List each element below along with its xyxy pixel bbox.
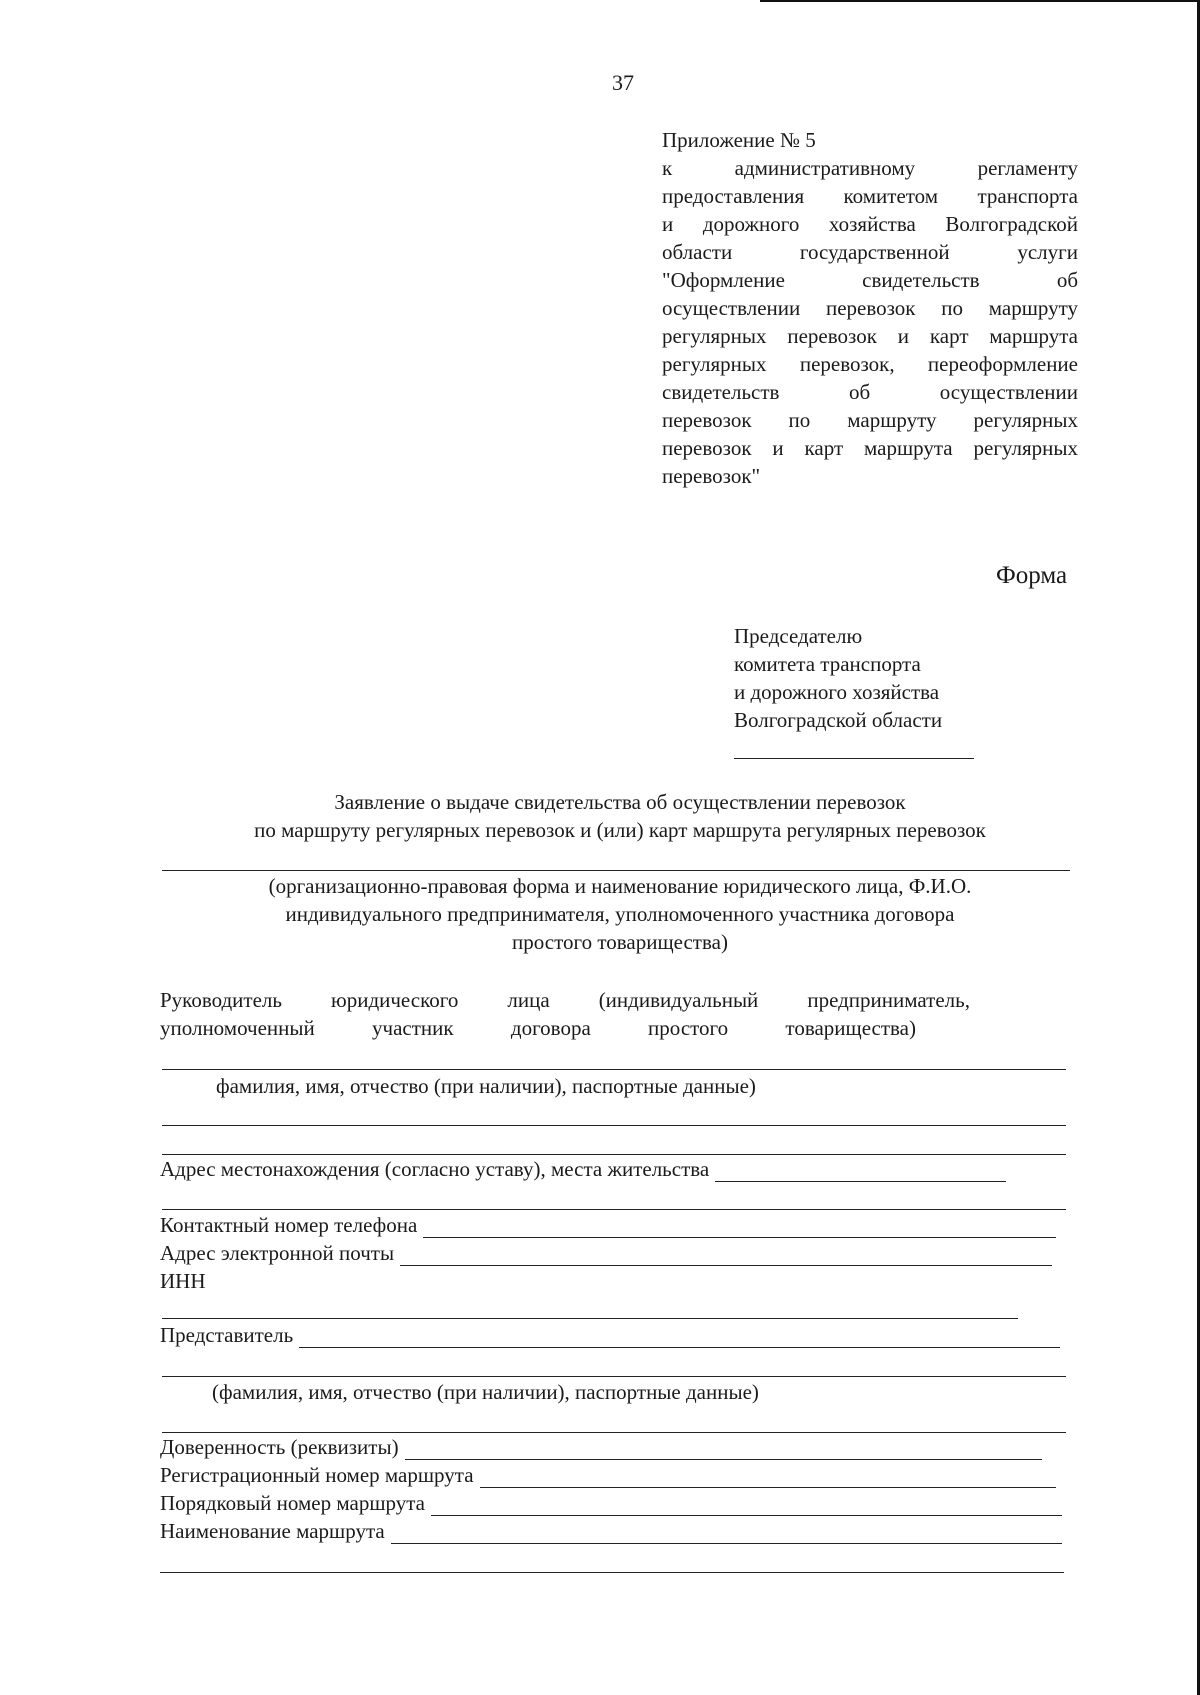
email-label: Адрес электронной почты [160, 1241, 395, 1265]
serial-number-input-line[interactable] [431, 1495, 1062, 1516]
head-passport-line-2 [162, 1154, 1066, 1155]
addressee-block [734, 622, 942, 734]
route-name-input-line[interactable] [391, 1523, 1062, 1544]
title-line-2: по маршруту регулярных перевозок и (или) карт маршрута регулярных перевозок [254, 818, 986, 842]
reg-number-input-line[interactable] [480, 1467, 1056, 1488]
head-name-line [162, 1069, 1066, 1070]
applicant-caption-line-1: (организационно-правовая форма и наименование юридического лица, Ф.И.О. [268, 874, 972, 898]
representative-continuation-line [162, 1376, 1066, 1377]
representative-passport-line [162, 1432, 1066, 1433]
address-input-line[interactable] [715, 1161, 1006, 1182]
addressee-line-3: и дорожного хозяйства [734, 680, 940, 704]
applicant-name-line [162, 870, 1070, 871]
head-text-line-2: уполномоченный участник договора простого товарищества) [160, 1016, 916, 1040]
document-title [160, 788, 1080, 844]
serial-number-label: Порядковый номер маршрута [160, 1491, 425, 1515]
form-label: Форма [996, 562, 1068, 589]
annex-line: предоставления комитетом транспорта [662, 184, 1078, 208]
serial-number-field [160, 1490, 1062, 1516]
address-label: Адрес местонахождения (согласно уставу), места жительства [160, 1157, 710, 1181]
email-input-line[interactable] [400, 1245, 1052, 1266]
phone-label: Контактный номер телефона [160, 1213, 418, 1237]
addressee-line-4: Волгоградской области [734, 708, 943, 732]
addressee-signature-line [734, 758, 974, 759]
reg-number-field [160, 1462, 1056, 1488]
inn-input-line [162, 1318, 1018, 1319]
annex-line: регулярных перевозок и карт маршрута [662, 324, 1078, 348]
representative-input-line[interactable] [299, 1327, 1060, 1348]
route-name-continuation-line [160, 1572, 1064, 1573]
phone-input-line[interactable] [423, 1217, 1056, 1238]
inn-label: ИНН [160, 1269, 206, 1293]
address-continuation-line [162, 1209, 1066, 1210]
annex-line: перевозок" [662, 464, 761, 488]
inn-field [160, 1268, 360, 1294]
route-name-label: Наименование маршрута [160, 1519, 385, 1543]
addressee-line-1: Председателю [734, 624, 863, 648]
scan-edge-top [760, 0, 1200, 2]
annex-line: и дорожного хозяйства Волгоградской [662, 212, 1078, 236]
annex-title: Приложение № 5 [662, 128, 816, 152]
applicant-caption [190, 872, 1050, 956]
representative-caption: (фамилия, имя, отчество (при наличии), паспортные данные) [212, 1380, 759, 1404]
email-field [160, 1240, 1052, 1266]
page-number: 37 [612, 70, 634, 95]
annex-line: регулярных перевозок, переоформление [662, 352, 1078, 376]
annex-line: свидетельств об осуществлении [662, 380, 1078, 404]
annex-line: перевозок по маршруту регулярных [662, 408, 1078, 432]
route-name-field [160, 1518, 1062, 1544]
title-line-1: Заявление о выдаче свидетельства об осуществлении перевозок [334, 790, 906, 814]
head-passport-line-1 [162, 1125, 1066, 1126]
annex-line: перевозок и карт маршрута регулярных [662, 436, 1078, 460]
power-of-attorney-input-line[interactable] [405, 1439, 1042, 1460]
annex-block [662, 126, 1078, 490]
annex-line: к административному регламенту [662, 156, 1078, 180]
power-of-attorney-field [160, 1434, 1042, 1460]
representative-field [160, 1322, 1060, 1348]
applicant-caption-line-2: индивидуального предпринимателя, уполномоченного участника договора [285, 902, 955, 926]
phone-field [160, 1212, 1056, 1238]
reg-number-label: Регистрационный номер маршрута [160, 1463, 474, 1487]
head-text-line-1: Руководитель юридического лица (индивидуальный предприниматель, [160, 988, 970, 1012]
annex-line: области государственной услуги [662, 240, 1078, 264]
head-caption: фамилия, имя, отчество (при наличии), паспортные данные) [216, 1074, 756, 1098]
applicant-caption-line-3: простого товарищества) [512, 930, 728, 954]
addressee-line-2: комитета транспорта [734, 652, 921, 676]
annex-line: "Оформление свидетельств об [662, 268, 1078, 292]
annex-line: осуществлении перевозок по маршруту [662, 296, 1078, 320]
address-field [160, 1156, 1006, 1182]
representative-label: Представитель [160, 1323, 294, 1347]
inn-input-area[interactable] [212, 1274, 361, 1294]
power-of-attorney-label: Доверенность (реквизиты) [160, 1435, 399, 1459]
